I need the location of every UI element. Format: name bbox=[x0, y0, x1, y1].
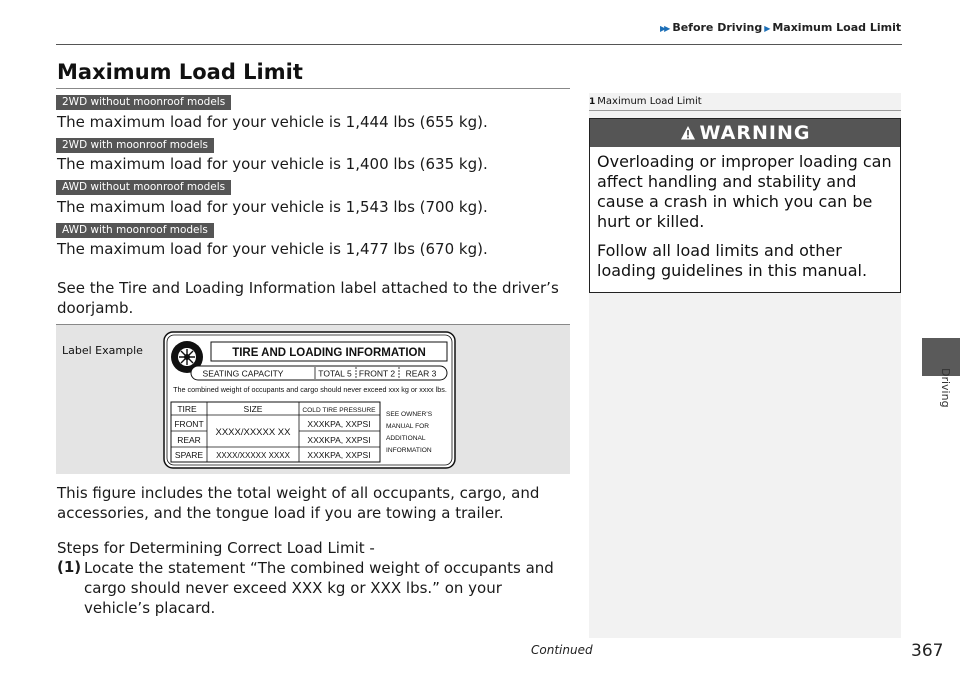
note-line: SEE OWNER’S bbox=[386, 411, 433, 418]
placard-title: TIRE AND LOADING INFORMATION bbox=[232, 347, 426, 359]
tire-table bbox=[171, 402, 380, 462]
continued-label: Continued bbox=[531, 643, 593, 657]
load-text: The maximum load for your vehicle is 1,444 lbs (655 kg). bbox=[57, 113, 488, 131]
breadcrumb bbox=[660, 21, 901, 34]
row-spare: SPARE bbox=[174, 450, 204, 460]
load-text: The maximum load for your vehicle is 1,477 lbs (670 kg). bbox=[57, 240, 488, 258]
steps-title: Steps for Determining Correct Load Limit - bbox=[57, 539, 375, 557]
arrow-icon: ▶ bbox=[764, 24, 771, 33]
pressure-rear: XXXKPA, XXPSI bbox=[307, 435, 371, 445]
pressure-spare: XXXKPA, XXPSI bbox=[307, 450, 371, 460]
note-line: MANUAL FOR bbox=[386, 423, 429, 430]
chapter-label: Driving bbox=[939, 368, 952, 408]
breadcrumb-page[interactable]: Maximum Load Limit bbox=[772, 21, 902, 34]
col-tire: TIRE bbox=[177, 404, 197, 414]
figure-description: This figure includes the total weight of all occupants, cargo, and accessories, and the tongue load if you are towing a trailer. bbox=[57, 484, 540, 522]
size-spare: XXXX/XXXXX XXXX bbox=[216, 451, 290, 460]
load-text: The maximum load for your vehicle is 1,543 lbs (700 kg). bbox=[57, 198, 488, 216]
title-rule bbox=[56, 88, 570, 89]
combined-weight-line: The combined weight of occupants and cargo should never exceed xxx kg or xxxx lbs. bbox=[173, 385, 447, 394]
model-badge: 2WD without moonroof models bbox=[56, 95, 231, 110]
header-rule bbox=[56, 44, 902, 45]
warning-box bbox=[589, 118, 901, 293]
page-title: Maximum Load Limit bbox=[57, 60, 303, 84]
double-arrow-icon: ▶▶ bbox=[660, 24, 669, 33]
front-seats: FRONT 2 bbox=[358, 368, 396, 379]
breadcrumb-section[interactable]: Before Driving bbox=[672, 21, 763, 34]
note-line: ADDITIONAL bbox=[386, 435, 426, 442]
tire-loading-placard bbox=[163, 331, 456, 469]
sidebar-heading-text: Maximum Load Limit bbox=[597, 96, 702, 107]
total-seats: TOTAL 5 bbox=[318, 368, 352, 379]
ref-number: 1 bbox=[589, 97, 596, 107]
warning-text: Overloading or improper loading can affect handling and stability and cause a crash in which you can be hurt or killed. bbox=[597, 152, 892, 231]
warning-header bbox=[590, 119, 900, 147]
col-pressure: COLD TIRE PRESSURE bbox=[302, 407, 376, 414]
seating-capacity-label: SEATING CAPACITY bbox=[202, 368, 284, 379]
row-front: FRONT bbox=[174, 419, 204, 429]
row-rear: REAR bbox=[177, 435, 201, 445]
col-size: SIZE bbox=[243, 404, 263, 414]
size-main: XXXX/XXXXX XX bbox=[215, 427, 291, 438]
model-badge: 2WD with moonroof models bbox=[56, 138, 214, 153]
label-caption: Label Example bbox=[62, 344, 143, 357]
sidebar-heading bbox=[589, 96, 901, 111]
warning-triangle-icon bbox=[680, 125, 696, 141]
note-line: INFORMATION bbox=[386, 447, 432, 454]
page-number: 367 bbox=[911, 641, 944, 661]
model-badge: AWD with moonroof models bbox=[56, 223, 214, 238]
step-text: Locate the statement “The combined weight of occupants and cargo should never exceed XXX kg or XXX lbs.” on your vehicle’s placard. bbox=[84, 559, 554, 617]
see-label-text: See the Tire and Loading Information label attached to the driver’s doorjamb. bbox=[57, 279, 559, 317]
warning-title: WARNING bbox=[699, 122, 811, 144]
step-number: (1) bbox=[57, 558, 82, 576]
pressure-front: XXXKPA, XXPSI bbox=[307, 419, 371, 429]
rear-seats: REAR 3 bbox=[405, 368, 437, 379]
model-badge: AWD without moonroof models bbox=[56, 180, 231, 195]
load-text: The maximum load for your vehicle is 1,400 lbs (635 kg). bbox=[57, 155, 488, 173]
warning-text-2: Follow all load limits and other loading guidelines in this manual. bbox=[597, 241, 868, 280]
